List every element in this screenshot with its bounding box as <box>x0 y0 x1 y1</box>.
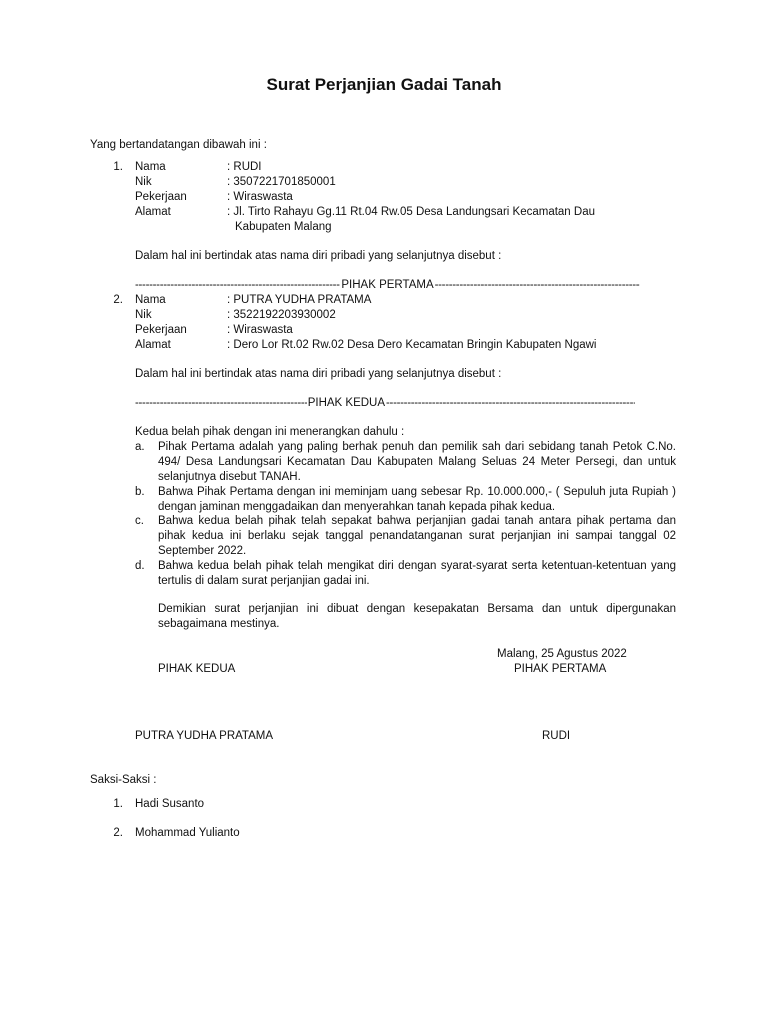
clause-b-marker: b. <box>135 486 145 498</box>
clause-c-body: Bahwa kedua belah pihak telah sepakat bahwa perjanjian gadai tanah antara pihak pertama dan pihak kedua ini berlaku sejak tanggal penandatanganan surat perjanjian ini sampai tanggal 02 September 2022. <box>158 515 676 557</box>
clause-c-marker: c. <box>135 515 144 527</box>
signature-role-left: PIHAK KEDUA <box>158 663 236 675</box>
clause-b-text <box>158 485 676 515</box>
party1-job-label: Pekerjaan <box>135 191 187 203</box>
closing-body: Demikian surat perjanjian ini dibuat dengan kesepakatan Bersama dan untuk dipergunakan sebagaimana mestinya. <box>158 603 676 630</box>
signature-name-right: RUDI <box>542 730 571 742</box>
clause-c-text <box>158 514 676 559</box>
party1-designation: PIHAK PERTAMA <box>341 279 434 291</box>
party1-nik-label: Nik <box>135 176 152 188</box>
party2-number: 2. <box>113 294 123 306</box>
party2-name-value: : PUTRA YUDHA PRATAMA <box>227 294 372 306</box>
party2-job-label: Pekerjaan <box>135 324 187 336</box>
intro-text: Yang bertandatangan dibawah ini : <box>90 139 267 151</box>
party1-address-line2: Kabupaten Malang <box>235 221 332 233</box>
clause-d-text <box>158 559 676 589</box>
party1-address-value: : Jl. Tirto Rahayu Gg.11 Rt.04 Rw.05 Desa Landungsari Kecamatan Dau <box>227 206 595 218</box>
witness-1-number: 1. <box>113 798 123 810</box>
party1-job-value: : Wiraswasta <box>227 191 293 203</box>
party2-designation-separator <box>135 396 635 411</box>
party2-name-label: Nama <box>135 294 166 306</box>
party1-number: 1. <box>113 161 123 173</box>
party2-job-value: : Wiraswasta <box>227 324 293 336</box>
party2-nik-value: : 3522192203930002 <box>227 309 336 321</box>
party2-address-label: Alamat <box>135 339 171 351</box>
clause-a-body: Pihak Pertama adalah yang paling berhak penuh dan pemilik sah dari sebidang tanah Petok C.No. 494/ Desa Landungsari Kecamatan Dau Kabupaten Malang Seluas 24 Meter Persegi, dan untuk selanjutnya disebut TANAH. <box>158 441 676 483</box>
place-date: Malang, 25 Agustus 2022 <box>497 648 627 660</box>
party2-statement: Dalam hal ini bertindak atas nama diri pribadi yang selanjutnya disebut : <box>135 368 502 380</box>
party1-designation-separator <box>135 278 640 293</box>
witness-1-name: Hadi Susanto <box>135 798 205 810</box>
witnesses-heading: Saksi-Saksi : <box>90 774 157 786</box>
clause-b-body: Bahwa Pihak Pertama dengan ini meminjam uang sebesar Rp. 10.000.000,- ( Sepuluh juta Rupiah ) dengan jaminan menggadaikan dan menyerahkan tanah kepada pihak kedua. <box>158 486 676 513</box>
signature-role-right: PIHAK PERTAMA <box>514 663 607 675</box>
clause-a-text <box>158 440 676 485</box>
party1-name-label: Nama <box>135 161 166 173</box>
party1-name-value: : RUDI <box>227 161 262 173</box>
closing-statement <box>158 602 676 632</box>
signature-name-left: PUTRA YUDHA PRATAMA <box>135 730 274 742</box>
clause-a-marker: a. <box>135 441 145 453</box>
party1-statement: Dalam hal ini bertindak atas nama diri pribadi yang selanjutnya disebut : <box>135 250 502 262</box>
witness-2-name: Mohammad Yulianto <box>135 827 240 839</box>
clauses-intro: Kedua belah pihak dengan ini menerangkan dahulu : <box>135 426 405 438</box>
witness-2-number: 2. <box>113 827 123 839</box>
party1-address-label: Alamat <box>135 206 171 218</box>
party2-designation: PIHAK KEDUA <box>307 397 386 409</box>
party2-address-value: : Dero Lor Rt.02 Rw.02 Desa Dero Kecamatan Bringin Kabupaten Ngawi <box>227 339 597 351</box>
document-title: Surat Perjanjian Gadai Tanah <box>266 75 502 94</box>
party2-nik-label: Nik <box>135 309 152 321</box>
clause-d-marker: d. <box>135 560 145 572</box>
party1-nik-value: : 3507221701850001 <box>227 176 336 188</box>
clause-d-body: Bahwa kedua belah pihak telah mengikat diri dengan syarat-syarat serta ketentuan-ketentuan yang tertulis di dalam surat perjanjian gadai ini. <box>158 560 676 587</box>
